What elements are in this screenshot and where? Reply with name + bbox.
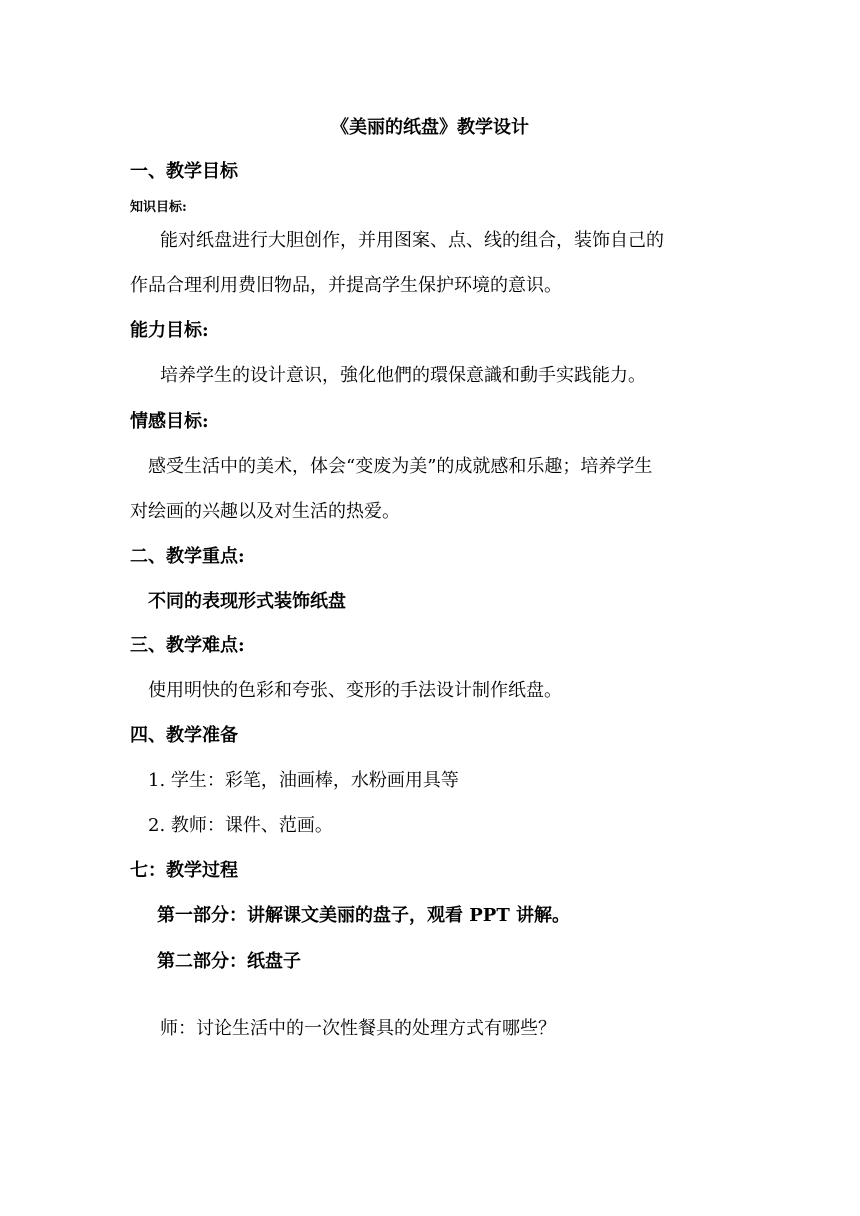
knowledge-goal-line-2: 作品合理利用费旧物品，并提高学生保护环境的意识。 xyxy=(130,275,562,296)
heading-preparation: 四、教学准备 xyxy=(130,725,238,746)
label-ability-goal: 能力目标: xyxy=(130,320,209,341)
knowledge-goal-line-1: 能对纸盘进行大胆创作，并用图案、点、线的组合，装饰自己的 xyxy=(160,230,664,251)
process-part-1: 第一部分：讲解课文美丽的盘子，观看 PPT 讲解。 xyxy=(157,905,570,926)
heading-key-points: 二、教学重点: xyxy=(130,546,245,567)
heading-difficulties: 三、教学难点: xyxy=(130,635,245,656)
document-title: 《美丽的纸盘》教学设计 xyxy=(331,117,529,138)
heading-teaching-goals: 一、教学目标 xyxy=(130,161,238,182)
emotion-goal-line-2: 对绘画的兴趣以及对生活的热爱。 xyxy=(130,501,400,522)
label-knowledge-goal: 知识目标: xyxy=(130,200,187,215)
difficulties-text: 使用明快的色彩和夸张、变形的手法设计制作纸盘。 xyxy=(148,680,562,701)
label-emotion-goal: 情感目标: xyxy=(130,411,209,432)
ability-goal-text: 培养学生的设计意识，強化他們的環保意識和動手实践能力。 xyxy=(160,365,646,386)
preparation-item-2: 2. 教师：课件、范画。 xyxy=(148,815,333,836)
process-part-2: 第二部分：纸盘子 xyxy=(157,951,301,972)
heading-teaching-process: 七：教学过程 xyxy=(130,860,238,881)
key-points-text: 不同的表现形式装饰纸盘 xyxy=(148,591,346,612)
preparation-item-1: 1. 学生：彩笔，油画棒，水粉画用具等 xyxy=(148,770,459,791)
teacher-question: 师：讨论生活中的一次性餐具的处理方式有哪些？ xyxy=(160,1018,556,1039)
emotion-goal-line-1: 感受生活中的美术，体会“变废为美”的成就感和乐趣；培养学生 xyxy=(148,456,653,477)
